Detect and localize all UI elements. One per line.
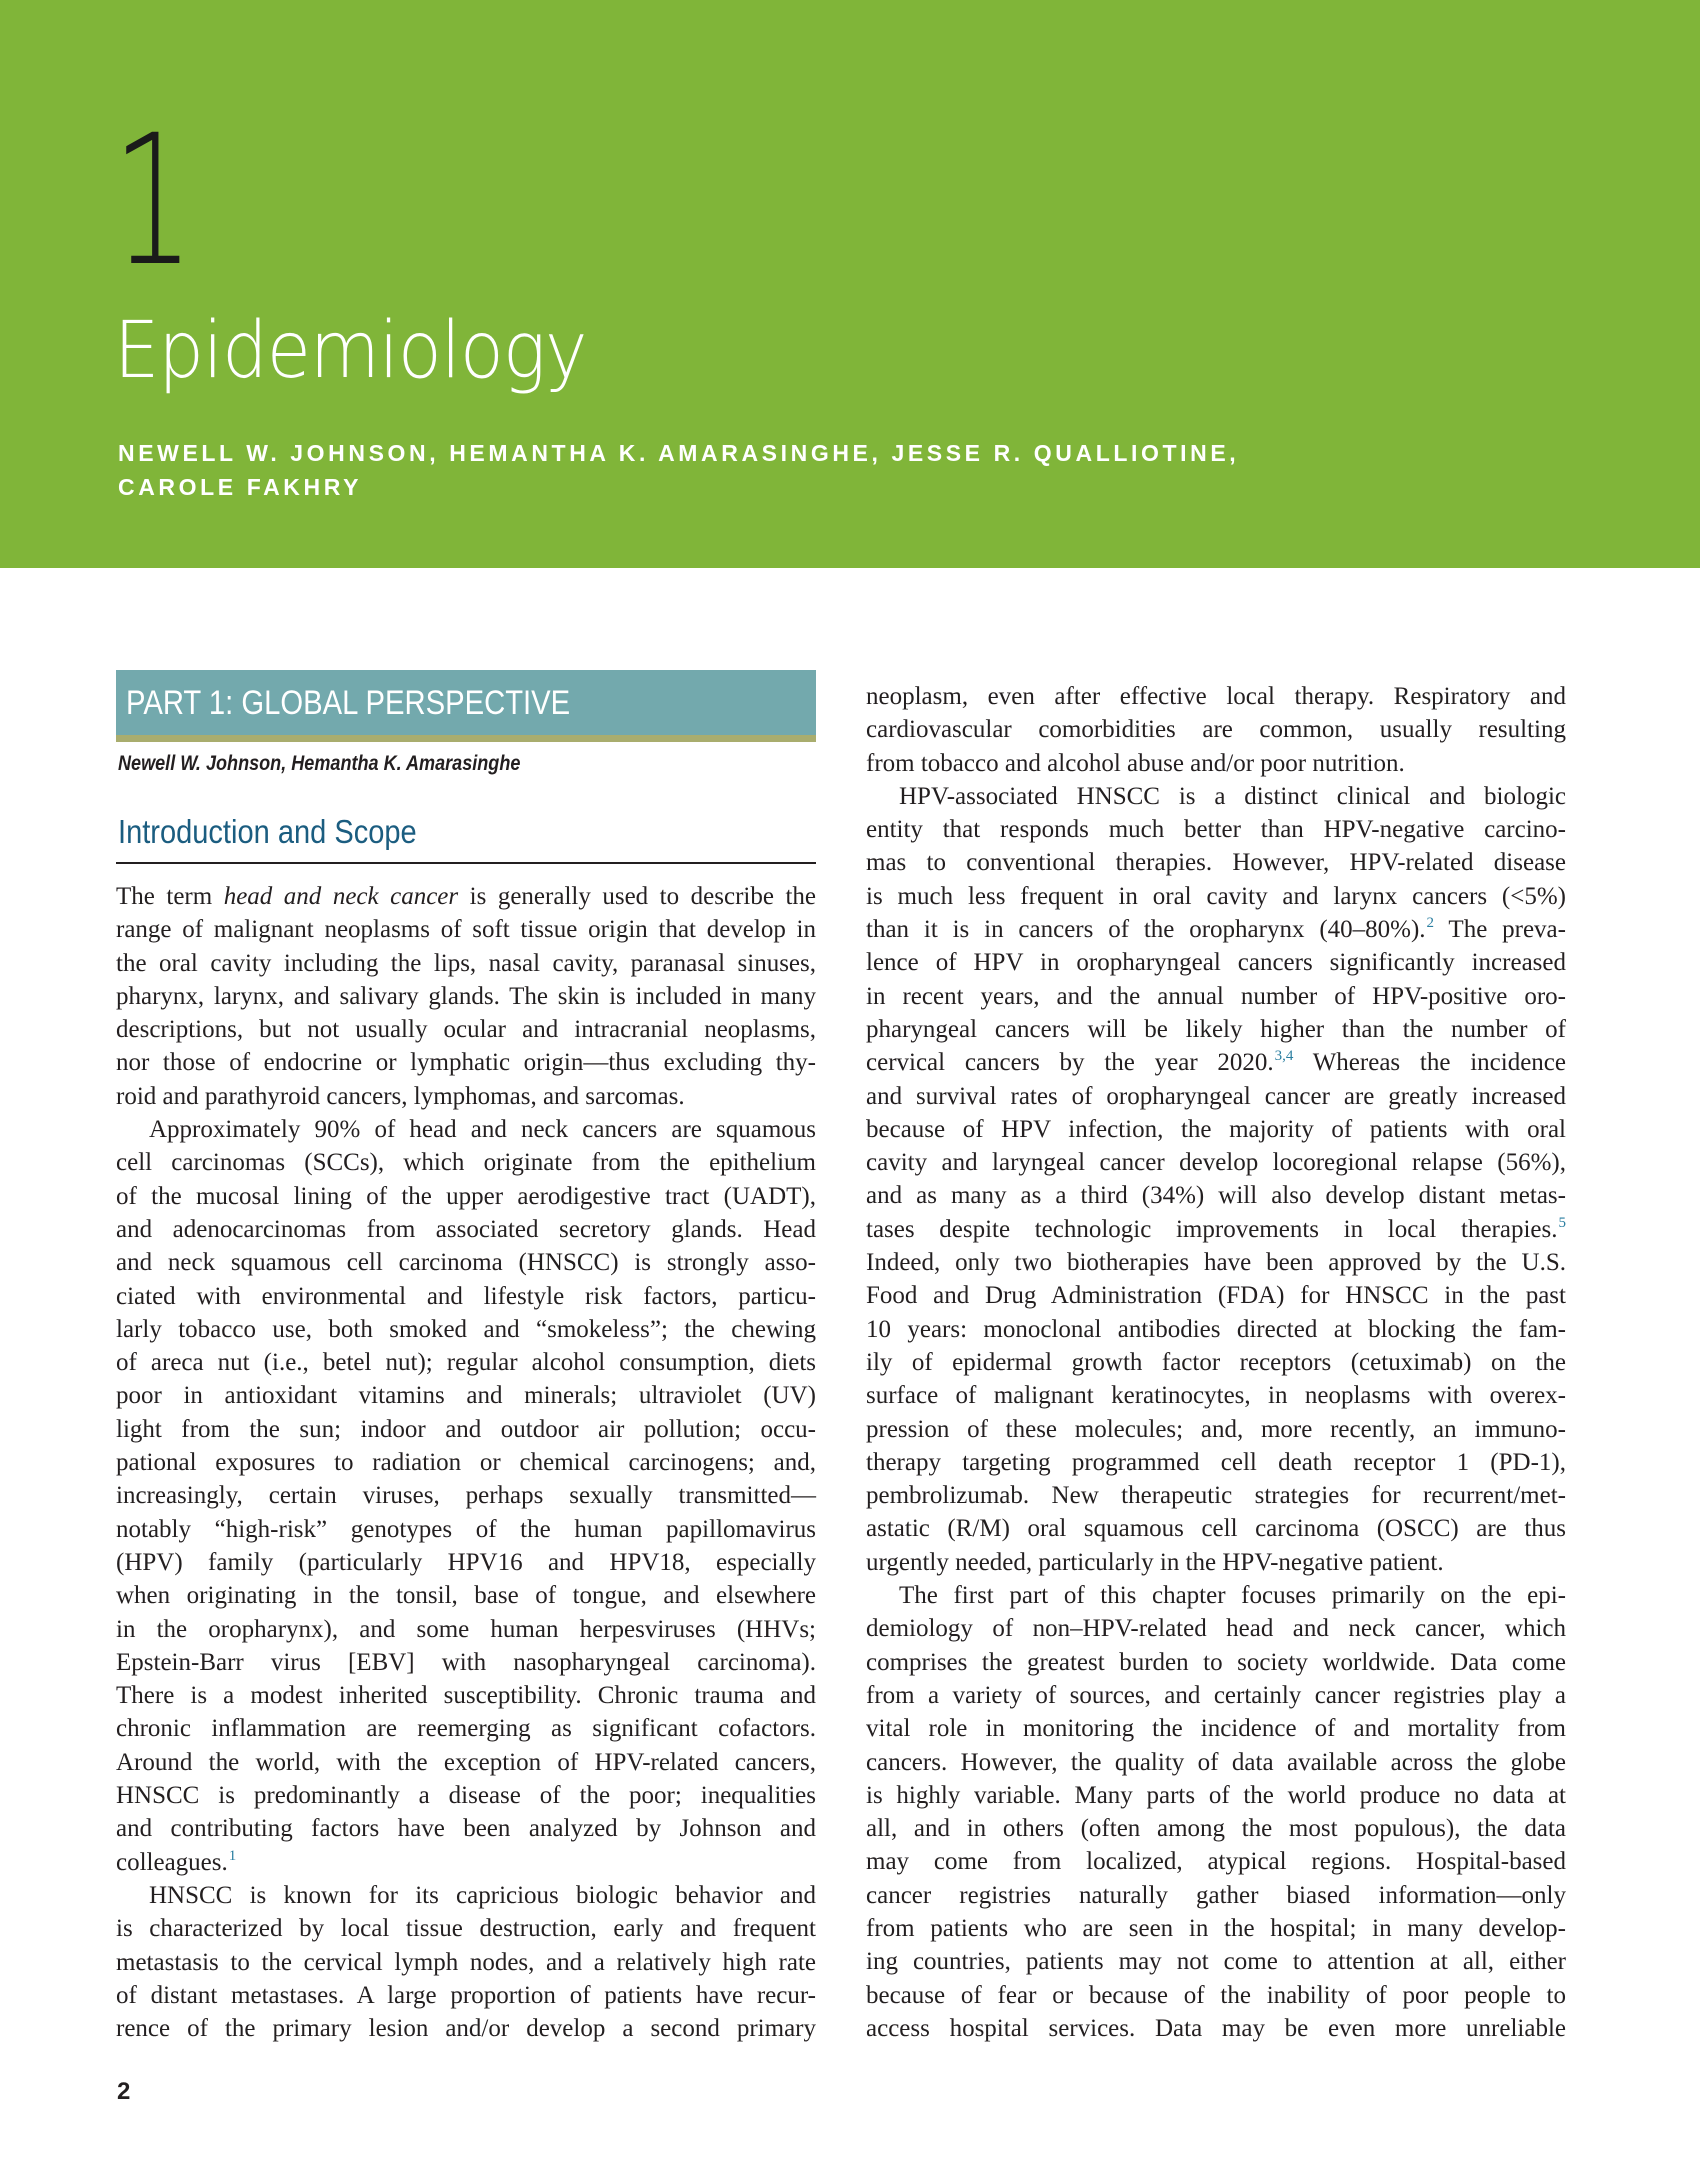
text-line: The term head and neck cancer is generally used to describe the [116,883,816,910]
section-authors: Newell W. Johnson, Hemantha K. Amarasinghe [118,752,521,775]
section-heading: Introduction and Scope [118,813,417,850]
text-line: notably “high-risk” genotypes of the human papillomavirus [116,1515,816,1543]
text-line: 10 years: monoclonal antibodies directed at blocking the fam- [866,1315,1566,1343]
text-line: and contributing factors have been analyzed by Johnson and [116,1815,816,1843]
text-line: may come from localized, atypical regions. Hospital-based [866,1848,1566,1876]
text-line: than it is in cancers of the oropharynx (40–80%).$^2$ The preva- [866,915,1566,944]
text-line: is much less frequent in oral cavity and larynx cancers (<5%) [866,882,1566,910]
text-line: range of malignant neoplasms of soft tissue origin that develop in [116,916,816,944]
text-line: from tobacco and alcohol abuse and/or poor nutrition. [866,749,1405,777]
text-line: lence of HPV in oropharyngeal cancers significantly increased [866,949,1566,977]
text-line: pression of these molecules; and, more recently, an immuno- [866,1415,1566,1443]
text-line: mas to conventional therapies. However, HPV-related disease [866,849,1566,877]
text-line: increasingly, certain viruses, perhaps sexually transmitted— [116,1482,816,1510]
text-line: and survival rates of oropharyngeal cancer are greatly increased [866,1082,1566,1110]
text-line: cardiovascular comorbidities are common, usually resulting [866,716,1566,744]
text-line: pharynx, larynx, and salivary glands. The skin is included in many [116,982,816,1010]
text-line: entity that responds much better than HPV-negative carcino- [866,816,1566,844]
chapter-authors-line-1: NEWELL W. JOHNSON, HEMANTHA K. AMARASINGHE, JESSE R. QUALLIOTINE, [118,440,1240,466]
text-line: descriptions, but not usually ocular and intracranial neoplasms, [116,1016,816,1044]
text-line: because of fear or because of the inability of poor people to [866,1981,1566,2009]
right-text-column [866,680,1566,2045]
reference-superscript[interactable]: 1 [228,1847,237,1864]
chapter-title: Epidemiology [114,306,587,396]
text-line: vital role in monitoring the incidence of and mortality from [866,1715,1566,1743]
text-line: of areca nut (i.e., betel nut); regular alcohol consumption, diets [116,1349,816,1377]
body-paragraph [116,1879,816,2045]
text-line: The first part of this chapter focuses primarily on the epi- [899,1582,1566,1610]
body-paragraph [866,680,1566,780]
text-line: in the oropharynx), and some human herpesviruses (HHVs; [116,1615,816,1643]
text-line: Indeed, only two biotherapies have been approved by the U.S. [866,1249,1566,1277]
text-line: is characterized by local tissue destruction, early and frequent [116,1915,816,1943]
text-line: light from the sun; indoor and outdoor air pollution; occu- [116,1415,816,1443]
text-line: roid and parathyroid cancers, lymphomas, and sarcomas. [116,1082,685,1110]
text-line: Food and Drug Administration (FDA) for HNSCC in the past [866,1282,1566,1310]
text-line: because of HPV infection, the majority of patients with oral [866,1115,1566,1143]
text-line: nor those of endocrine or lymphatic origin—thus excluding thy- [116,1049,816,1077]
text-line: of the mucosal lining of the upper aerodigestive tract (UADT), [116,1182,816,1210]
left-text-column [116,880,816,2045]
text-line: (HPV) family (particularly HPV16 and HPV18, especially [116,1548,816,1576]
text-line: cancers. However, the quality of data available across the globe [866,1748,1566,1776]
text-line: HNSCC is predominantly a disease of the poor; inequalities [116,1782,816,1810]
text-line: surface of malignant keratinocytes, in neoplasms with overex- [866,1382,1566,1410]
text-line: access hospital services. Data may be even more unreliable [866,2014,1566,2042]
text-line: pational exposures to radiation or chemical carcinogens; and, [116,1449,816,1477]
text-line: ciated with environmental and lifestyle risk factors, particu- [116,1282,816,1310]
text-line: cavity and laryngeal cancer develop locoregional relapse (56%), [866,1149,1566,1177]
text-line: in recent years, and the annual number of HPV-positive oro- [866,982,1566,1010]
text-line: cancer registries naturally gather biased information—only [866,1881,1566,1909]
text-line: astatic (R/M) oral squamous cell carcinoma (OSCC) are thus [866,1515,1566,1543]
part-banner [116,670,816,742]
text-line: pharyngeal cancers will be likely higher than the number of [866,1015,1566,1043]
part-banner-label: PART 1: GLOBAL PERSPECTIVE [126,684,571,722]
text-line: There is a modest inherited susceptibility. Chronic trauma and [116,1682,816,1710]
text-line: from patients who are seen in the hospital; in many develop- [866,1914,1566,1942]
text-line: HNSCC is known for its capricious biologic behavior and [149,1881,816,1909]
text-line: Approximately 90% of head and neck cancers are squamous [149,1116,816,1144]
chapter-number: 1 [112,97,192,306]
text-line: rence of the primary lesion and/or develop a second primary [116,2015,816,2043]
text-line: when originating in the tonsil, base of tongue, and elsewhere [116,1582,816,1610]
text-line: larly tobacco use, both smoked and “smokeless”; the chewing [116,1315,816,1343]
text-line: chronic inflammation are reemerging as significant cofactors. [116,1715,816,1743]
reference-superscript[interactable]: 2 [1426,915,1435,932]
section-heading-rule [116,862,816,864]
text-line: and as many as a third (34%) will also develop distant metas- [866,1182,1566,1210]
text-line: and neck squamous cell carcinoma (HNSCC) is strongly asso- [116,1249,816,1277]
body-paragraph [866,780,1566,1579]
text-line: from a variety of sources, and certainly cancer registries play a [866,1681,1566,1709]
chapter-authors [118,436,1518,504]
text-line: the oral cavity including the lips, nasal cavity, paranasal sinuses, [116,949,816,977]
text-line: is highly variable. Many parts of the world produce no data at [866,1781,1566,1809]
text-line: metastasis to the cervical lymph nodes, and a relatively high rate [116,1948,816,1976]
text-line: therapy targeting programmed cell death receptor 1 (PD-1), [866,1448,1566,1476]
text-line: and adenocarcinomas from associated secretory glands. Head [116,1215,816,1243]
text-line: cervical cancers by the year 2020.$^{3,4}$ Whereas the incidence [866,1048,1566,1077]
text-line: urgently needed, particularly in the HPV-negative patient. [866,1548,1444,1576]
text-line: Epstein-Barr virus [EBV] with nasopharyngeal carcinoma). [116,1648,816,1676]
text-line: all, and in others (often among the most populous), the data [866,1815,1566,1843]
text-line: tases despite technologic improvements in local therapies.$^5$ [866,1214,1566,1243]
text-line: ily of epidermal growth factor receptors (cetuximab) on the [866,1348,1566,1376]
text-line: HPV-associated HNSCC is a distinct clinical and biologic [899,782,1566,810]
text-line: pembrolizumab. New therapeutic strategies for recurrent/met- [866,1482,1566,1510]
text-line: cell carcinomas (SCCs), which originate from the epithelium [116,1149,816,1177]
page-number: 2 [117,2078,131,2105]
text-line: comprises the greatest burden to society worldwide. Data come [866,1648,1566,1676]
text-line: colleagues.$^1$ [116,1847,237,1876]
text-line: ing countries, patients may not come to attention at all, either [866,1948,1566,1976]
chapter-header-band [0,0,1700,568]
chapter-authors-line-2: CAROLE FAKHRY [118,474,363,500]
text-line: poor in antioxidant vitamins and minerals; ultraviolet (UV) [116,1382,816,1410]
text-line: of distant metastases. A large proportion of patients have recur- [116,1981,816,2009]
body-paragraph [866,1579,1566,2045]
reference-superscript[interactable]: 3,4 [1274,1048,1294,1065]
body-paragraph [116,1113,816,1879]
reference-superscript[interactable]: 5 [1558,1214,1566,1231]
text-line: Around the world, with the exception of HPV-related cancers, [116,1748,816,1776]
body-paragraph [116,880,816,1113]
text-line: demiology of non–HPV-related head and neck cancer, which [866,1615,1566,1643]
italic-term: head and neck cancer [223,883,459,910]
text-line: neoplasm, even after effective local therapy. Respiratory and [866,683,1566,710]
